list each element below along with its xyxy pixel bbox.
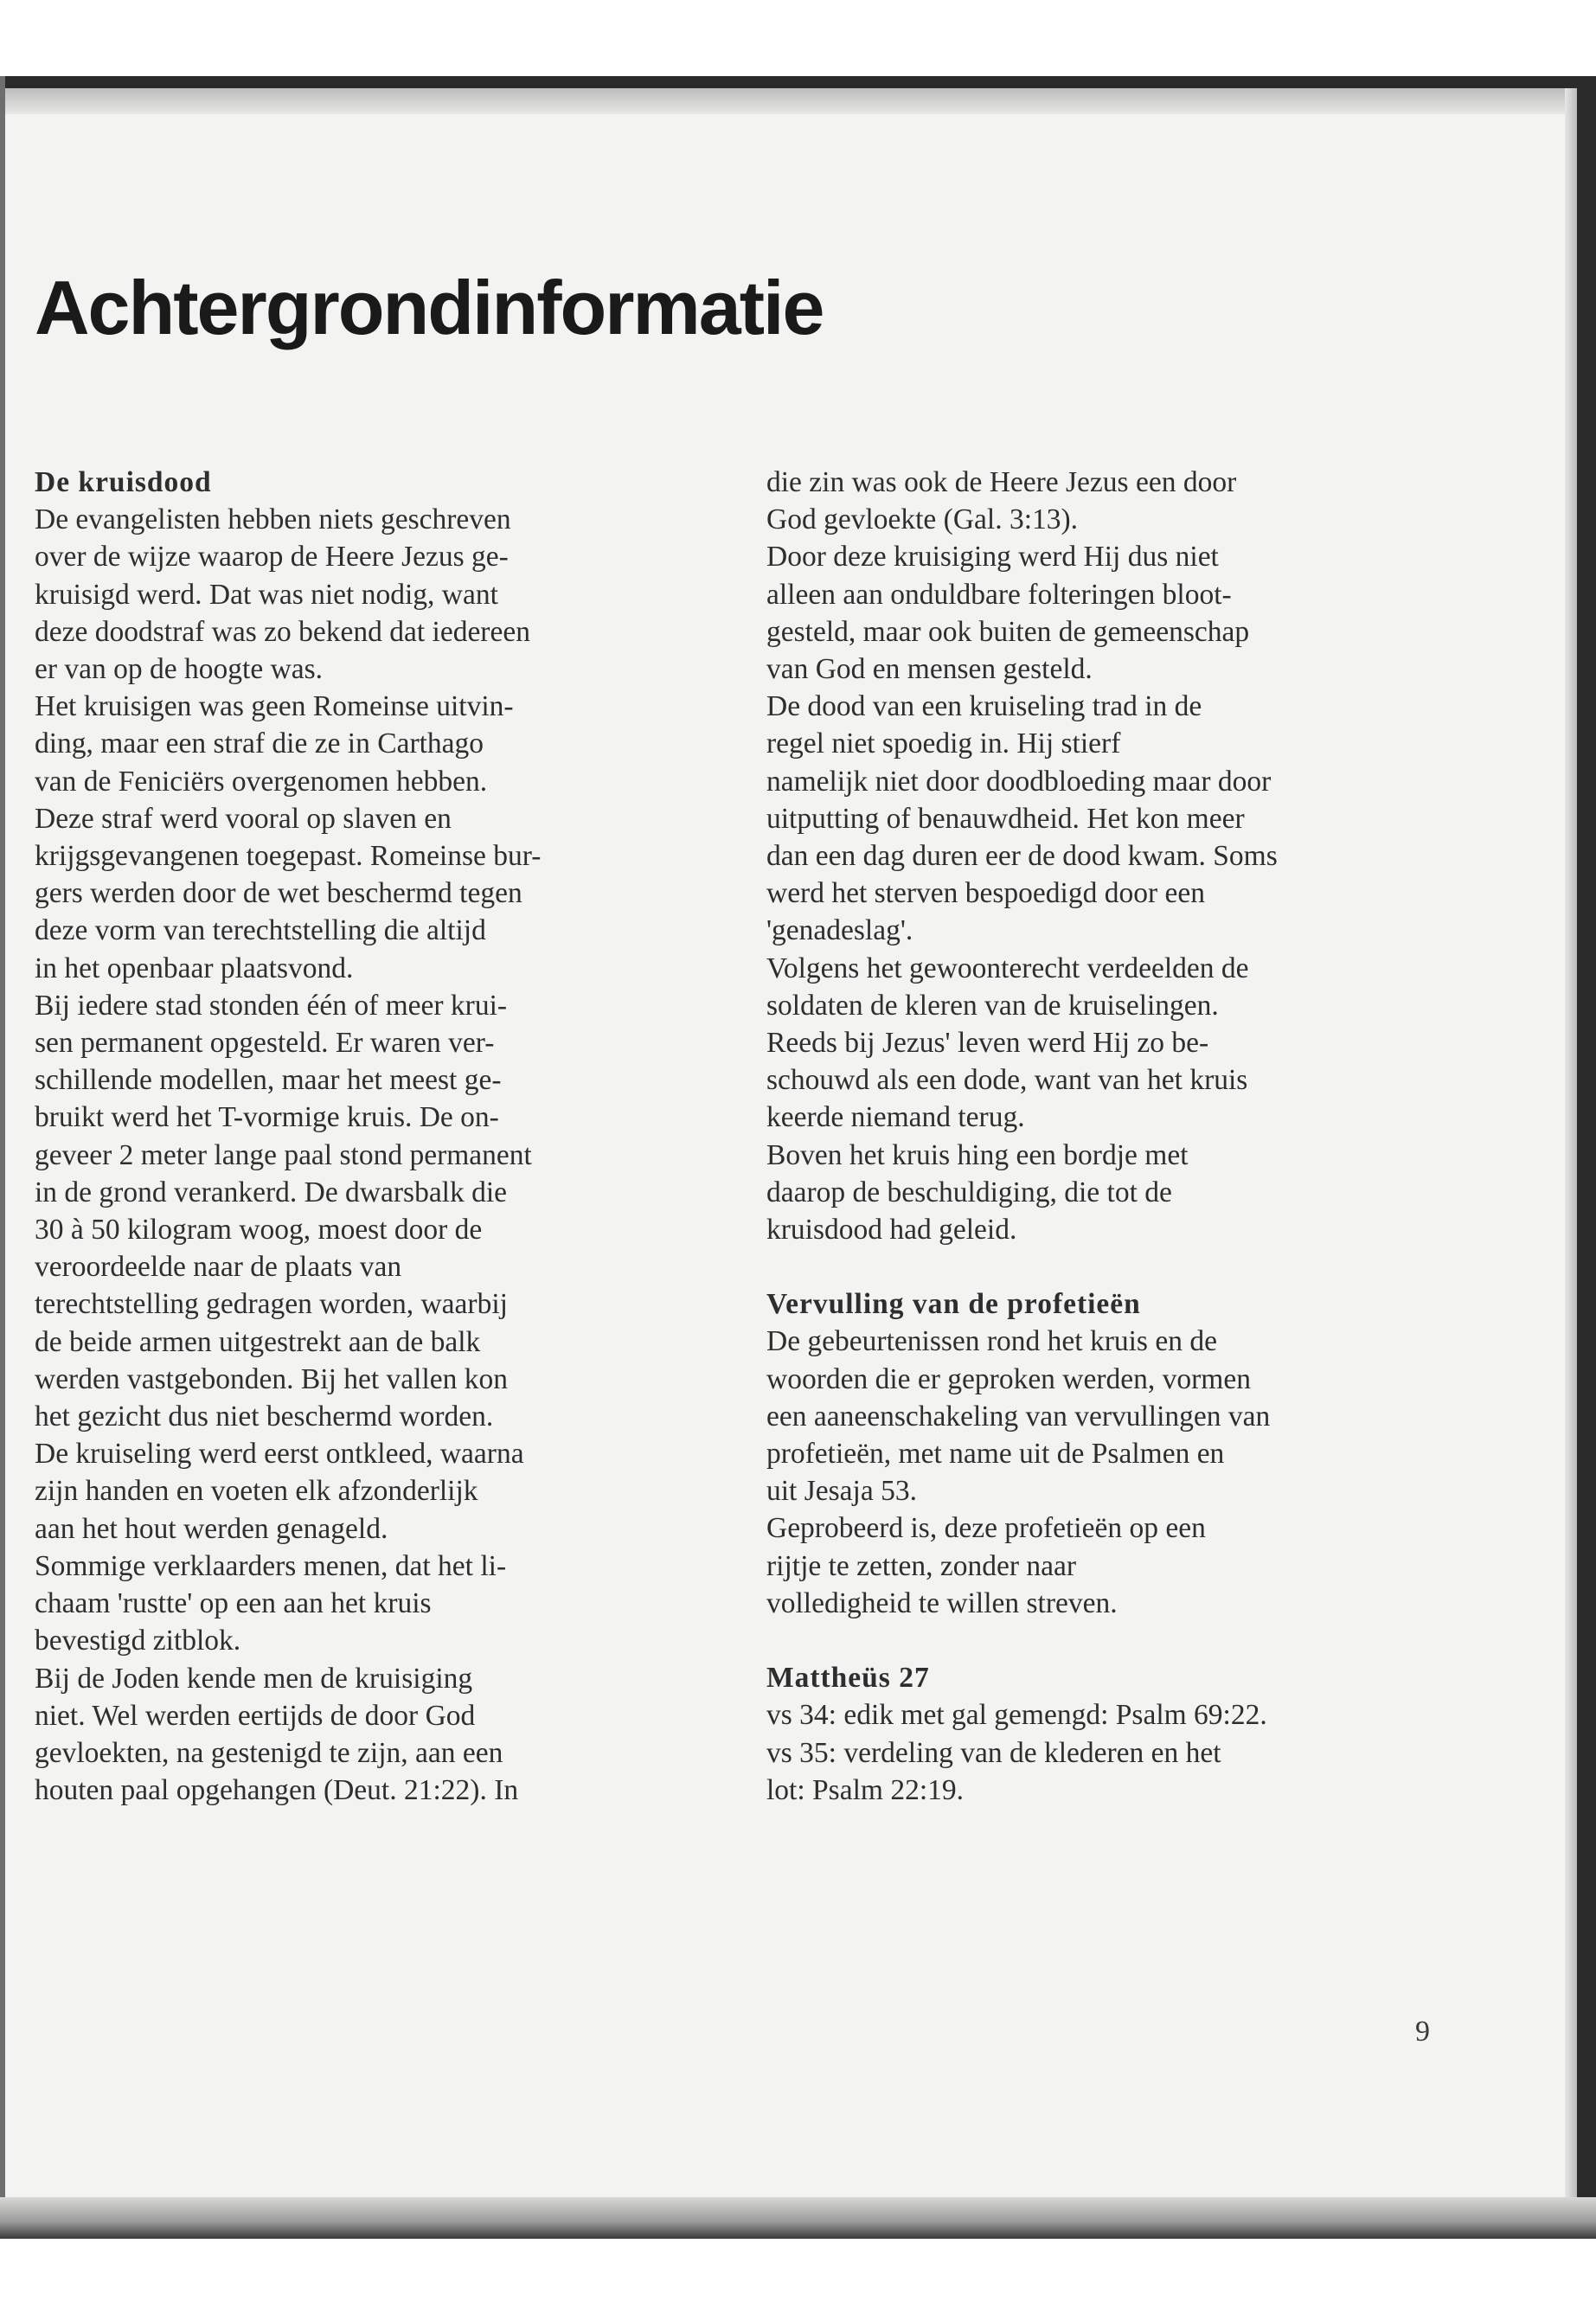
text-line: van de Feniciërs overgenomen hebben. — [35, 765, 488, 798]
text-line: De kruiseling werd eerst ontkleed, waarna — [35, 1438, 524, 1471]
text-line: bevestigd zitblok. — [35, 1625, 241, 1657]
text-line: kruisigd werd. Dat was niet nodig, want — [35, 578, 498, 611]
text-line: gers werden door de wet beschermd tegen — [35, 877, 522, 910]
text-line: veroordeelde naar de plaats van — [35, 1251, 402, 1284]
text-line: deze doodstraf was zo bekend dat iedereen — [35, 615, 530, 648]
text-line: Het kruisigen was geen Romeinse uitvin- — [35, 690, 514, 723]
text-line: namelijk niet door doodbloeding maar door — [766, 765, 1272, 798]
text-line: woorden die er geproken werden, vormen — [766, 1362, 1251, 1395]
text-line: gevloekten, na gestenigd te zijn, aan een — [35, 1736, 503, 1769]
text-line: De dood van een kruiseling trad in de — [766, 690, 1202, 723]
text-line: schillende modellen, maar het meest ge- — [35, 1064, 502, 1097]
text-line: in de grond verankerd. De dwarsbalk die — [35, 1176, 508, 1208]
text-line: De evangelisten hebben niets geschreven — [35, 503, 511, 536]
text-line: lot: Psalm 22:19. — [766, 1773, 965, 1806]
text-line: geveer 2 meter lange paal stond permanent — [35, 1138, 532, 1171]
text-line: niet. Wel werden eertijds de door God — [35, 1699, 476, 1732]
text-line: bruikt werd het T-vormige kruis. De on- — [35, 1101, 499, 1134]
text-line: Reeds bij Jezus' leven werd Hij zo be- — [766, 1027, 1209, 1060]
section-heading-mattheus: Mattheüs 27 — [766, 1662, 930, 1695]
text-line: volledigheid te willen streven. — [766, 1586, 1118, 1619]
text-line: Bij iedere stad stonden één of meer krui- — [35, 989, 508, 1022]
text-line: 30 à 50 kilogram woog, moest door de — [35, 1214, 483, 1247]
text-line: alleen aan onduldbare folteringen bloot- — [766, 578, 1232, 611]
text-line: soldaten de kleren van de kruiselingen. — [766, 989, 1219, 1022]
text-line: er van op de hoogte was. — [35, 653, 324, 686]
text-line: regel niet spoedig in. Hij stierf — [766, 727, 1121, 760]
right-column-body — [766, 464, 1476, 1248]
text-line: Bij de Joden kende men de kruisiging — [35, 1662, 473, 1695]
text-line: Boven het kruis hing een bordje met — [766, 1138, 1189, 1171]
text-line: terechtstelling gedragen worden, waarbij — [35, 1288, 508, 1321]
text-line: dan een dag duren eer de dood kwam. Soms — [766, 840, 1278, 873]
text-line: gesteld, maar ook buiten de gemeenschap — [766, 615, 1250, 648]
text-line: God gevloekte (Gal. 3:13). — [766, 503, 1079, 536]
page-number: 9 — [1415, 2016, 1430, 2048]
scan-shadow-top — [0, 88, 1596, 114]
text-line: chaam 'rustte' op een aan het kruis — [35, 1587, 432, 1620]
text-line: daarop de beschuldiging, die tot de — [766, 1176, 1172, 1208]
text-line: zijn handen en voeten elk afzonderlijk — [35, 1475, 478, 1508]
text-line: Deze straf werd vooral op slaven en — [35, 802, 452, 835]
section-heading-vervulling: Vervulling van de profetieën — [766, 1288, 1141, 1321]
text-line: De gebeurtenissen rond het kruis en de — [766, 1325, 1217, 1358]
mattheus-body — [766, 1696, 1476, 1809]
text-line: ding, maar een straf die ze in Carthago — [35, 727, 484, 760]
text-line: vs 34: edik met gal gemengd: Psalm 69:22. — [766, 1699, 1267, 1732]
text-line: Geprobeerd is, deze profetieën op een — [766, 1512, 1206, 1545]
left-column-body — [35, 501, 744, 1809]
text-line: het gezicht dus niet beschermd worden. — [35, 1400, 494, 1433]
text-line: houten paal opgehangen (Deut. 21:22). In — [35, 1774, 519, 1807]
text-line: werd het sterven bespoedigd door een — [766, 877, 1205, 910]
right-column — [766, 464, 1476, 1809]
text-line: rijtje te zetten, zonder naar — [766, 1549, 1077, 1582]
text-line: 'genadeslag'. — [766, 914, 913, 947]
text-line: deze vorm van terechtstelling die altijd — [35, 914, 486, 947]
text-line: uit Jesaja 53. — [766, 1475, 917, 1508]
text-line: over de wijze waarop de Heere Jezus ge- — [35, 541, 509, 574]
scan-edge-bottom — [0, 2197, 1596, 2239]
text-line: werden vastgebonden. Bij het vallen kon — [35, 1362, 509, 1395]
section-heading-kruisdood: De kruisdood — [35, 466, 212, 498]
text-line: schouwd als een dode, want van het kruis — [766, 1064, 1248, 1097]
text-line: in het openbaar plaatsvond. — [35, 952, 354, 984]
text-line: vs 35: verdeling van de klederen en het — [766, 1736, 1221, 1769]
text-line: een aaneenschakeling van vervullingen van — [766, 1400, 1271, 1433]
text-line: Door deze kruisiging werd Hij dus niet — [766, 541, 1219, 574]
text-line: Sommige verklaarders menen, dat het li- — [35, 1549, 507, 1582]
paragraph-gap — [766, 1622, 1476, 1659]
scan-edge-left — [0, 76, 5, 2239]
vervulling-body — [766, 1323, 1476, 1622]
text-line: sen permanent opgesteld. Er waren ver- — [35, 1027, 495, 1060]
scan-edge-right — [1577, 76, 1596, 2239]
text-line: kruisdood had geleid. — [766, 1214, 1017, 1247]
text-line: krijgsgevangenen toegepast. Romeinse bur- — [35, 840, 542, 873]
text-line: Volgens het gewoonterecht verdeelden de — [766, 952, 1249, 984]
text-line: van God en mensen gesteld. — [766, 653, 1093, 686]
scan-edge-top — [0, 76, 1596, 88]
paragraph-gap — [766, 1248, 1476, 1285]
left-column — [35, 464, 744, 1809]
text-line: aan het hout werden genageld. — [35, 1512, 388, 1545]
page-title: Achtergrondinformatie — [35, 265, 824, 350]
text-line: uitputting of benauwdheid. Het kon meer — [766, 802, 1245, 835]
text-line: die zin was ook de Heere Jezus een door — [766, 466, 1237, 498]
scan-shadow-right — [1565, 88, 1577, 2239]
text-line: de beide armen uitgestrekt aan de balk — [35, 1325, 481, 1358]
text-line: profetieën, met name uit de Psalmen en — [766, 1438, 1225, 1471]
text-line: keerde niemand terug. — [766, 1101, 1025, 1134]
